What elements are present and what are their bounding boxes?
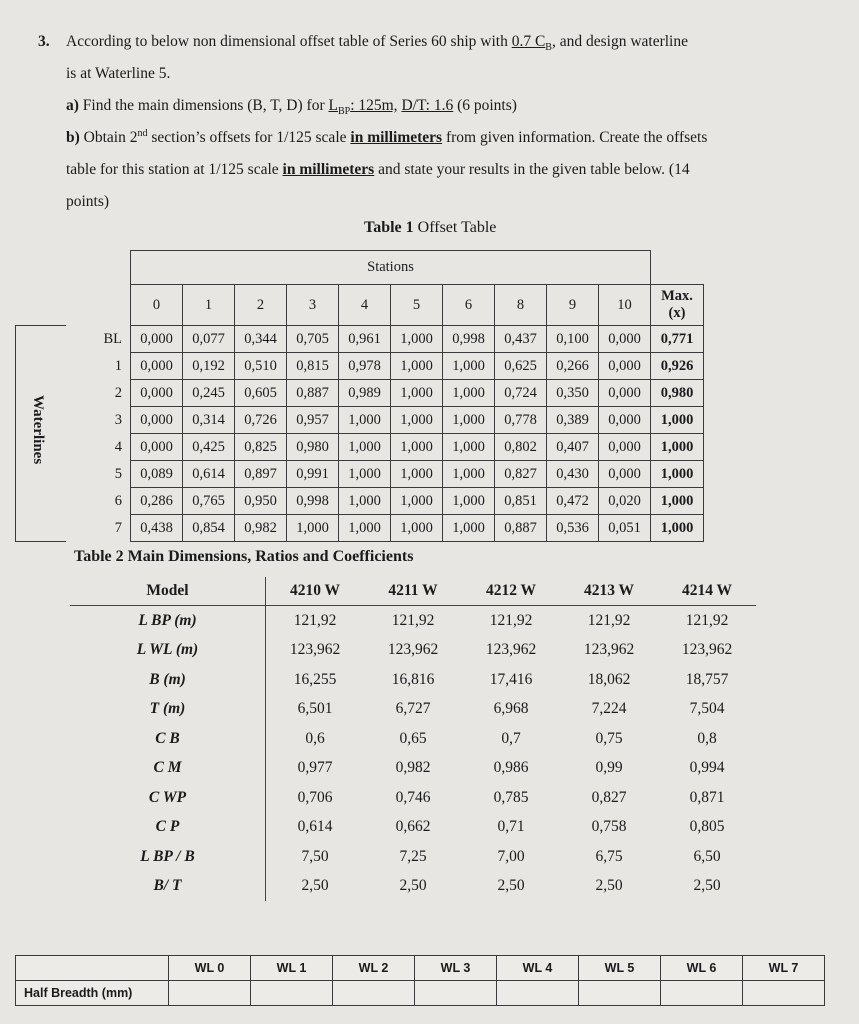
wl-header: WL 3: [415, 956, 497, 981]
offset-cell: 1,000: [287, 515, 339, 542]
max-cell: 0,926: [651, 353, 704, 380]
offset-cell: 0,438: [131, 515, 183, 542]
offset-row: [16, 434, 704, 461]
part-a: [66, 90, 517, 122]
part-b-unit-2: in millimeters: [282, 161, 375, 178]
offset-row: [16, 353, 704, 380]
waterlines-label: Waterlines: [30, 395, 46, 465]
station-header: 6: [443, 285, 495, 326]
station-header: 4: [339, 285, 391, 326]
wl-header: WL 2: [333, 956, 415, 981]
offset-cell: 0,389: [547, 407, 599, 434]
offset-cell: 0,425: [183, 434, 235, 461]
dims-row-label: B/ T: [70, 872, 266, 902]
offset-cell: 0,887: [287, 380, 339, 407]
offset-cell: 1,000: [339, 515, 391, 542]
max-sub: (x): [668, 305, 686, 321]
dims-cell: 2,50: [301, 877, 329, 895]
dims-row-label: L WL (m): [70, 636, 266, 666]
stations-header: Stations: [131, 251, 651, 285]
offset-cell: 0,950: [235, 488, 287, 515]
offset-cell: 1,000: [443, 434, 495, 461]
dims-cell: 121,92: [587, 611, 631, 629]
offset-cell: 0,765: [183, 488, 235, 515]
part-b-line-1: [66, 122, 707, 154]
part-b-text-2: section’s offsets for 1/125 scale: [151, 129, 347, 146]
station-header: 0: [131, 285, 183, 326]
dims-cell: 16,816: [391, 670, 435, 688]
station-header: 3: [287, 285, 339, 326]
dims-row-label: C P: [70, 813, 266, 843]
max-header: [651, 285, 704, 326]
offset-cell: 1,000: [443, 407, 495, 434]
question-line-1-end: , and design waterline: [551, 33, 688, 50]
offset-cell: 0,998: [287, 488, 339, 515]
dims-cell: 0,8: [697, 729, 717, 747]
dims-cell: 0,758: [591, 818, 627, 836]
part-b-text-3: from given information. Create the offsets: [445, 129, 708, 146]
dims-cell: 2,50: [595, 877, 623, 895]
lbp-number: : 125m,: [350, 97, 398, 114]
offset-cell: 0,614: [183, 461, 235, 488]
offset-cell: 0,089: [131, 461, 183, 488]
max-cell: 1,000: [651, 515, 704, 542]
station-header: 2: [235, 285, 287, 326]
offset-row: [16, 488, 704, 515]
model-column-header: 4211 W: [364, 577, 462, 606]
offset-cell: 0,000: [131, 407, 183, 434]
offset-cell: 0,286: [131, 488, 183, 515]
dims-cell: 121,92: [293, 611, 337, 629]
dims-cell: 123,962: [681, 641, 733, 659]
offset-cell: 1,000: [391, 380, 443, 407]
part-b-text-1: Obtain 2: [83, 129, 138, 146]
half-breadth-input-cell[interactable]: [333, 981, 415, 1006]
dims-row: [70, 842, 756, 872]
wl-header: WL 6: [661, 956, 743, 981]
dims-cell: 0,75: [595, 729, 623, 747]
dims-cell: 0,71: [497, 818, 525, 836]
offset-cell: 0,887: [495, 515, 547, 542]
offset-cell: 0,625: [495, 353, 547, 380]
half-breadth-input-cell[interactable]: [169, 981, 251, 1006]
offset-cell: 1,000: [391, 461, 443, 488]
wl-header: WL 7: [743, 956, 825, 981]
offset-cell: 1,000: [339, 488, 391, 515]
offset-cell: 0,245: [183, 380, 235, 407]
dims-row: [70, 695, 756, 725]
waterline-label: 1: [66, 353, 131, 380]
offset-cell: 0,726: [235, 407, 287, 434]
offset-cell: 0,000: [131, 434, 183, 461]
dims-cell: 7,25: [399, 847, 427, 865]
offset-cell: 1,000: [339, 407, 391, 434]
part-a-points: (6 points): [457, 97, 517, 114]
offset-cell: 0,815: [287, 353, 339, 380]
station-header: 10: [599, 285, 651, 326]
dims-cell: 18,757: [685, 670, 729, 688]
cb-value: [511, 33, 552, 54]
dims-cell: 17,416: [489, 670, 533, 688]
cb-value-text: 0.7 C: [511, 33, 546, 50]
dims-cell: 7,504: [689, 700, 725, 718]
half-breadth-table: [15, 955, 825, 1006]
dims-row: [70, 872, 756, 902]
lbp-symbol: L: [328, 97, 338, 114]
dims-row-label: B (m): [70, 665, 266, 695]
offset-cell: 0,510: [235, 353, 287, 380]
offset-cell: 0,192: [183, 353, 235, 380]
half-breadth-input-cell[interactable]: [579, 981, 661, 1006]
empty-cell: [66, 285, 131, 326]
dims-row: [70, 665, 756, 695]
wl-header: WL 4: [497, 956, 579, 981]
offset-row: [16, 326, 704, 353]
dims-cell: 121,92: [391, 611, 435, 629]
offset-cell: 0,724: [495, 380, 547, 407]
dims-cell: 0,986: [493, 759, 529, 777]
dims-cell: 123,962: [289, 641, 341, 659]
empty-cell: [66, 251, 131, 285]
dims-row-label: C WP: [70, 783, 266, 813]
dims-cell: 0,805: [689, 818, 725, 836]
dims-row-label: C M: [70, 754, 266, 784]
empty-cell: [16, 285, 67, 326]
dims-cell: 0,706: [297, 788, 333, 806]
station-header: 8: [495, 285, 547, 326]
dims-row-label: L BP / B: [70, 842, 266, 872]
dims-cell: 0,827: [591, 788, 627, 806]
table2-caption: Table 2 Main Dimensions, Ratios and Coefficients: [74, 548, 414, 565]
model-column-header: 4214 W: [658, 577, 756, 606]
dims-cell: 2,50: [693, 877, 721, 895]
station-header: 1: [183, 285, 235, 326]
dims-cell: 0,662: [395, 818, 431, 836]
offset-cell: 1,000: [391, 488, 443, 515]
offset-cell: 0,437: [495, 326, 547, 353]
offset-cell: 0,000: [599, 326, 651, 353]
offset-cell: 0,827: [495, 461, 547, 488]
offset-cell: 0,854: [183, 515, 235, 542]
offset-cell: 0,961: [339, 326, 391, 353]
dims-cell: 6,50: [693, 847, 721, 865]
dims-cell: 0,977: [297, 759, 333, 777]
part-b-line-2a: table for this station at 1/125 scale: [66, 161, 279, 178]
offset-row: [16, 461, 704, 488]
dims-row: [70, 636, 756, 666]
half-breadth-input-cell[interactable]: [251, 981, 333, 1006]
offset-cell: 1,000: [391, 407, 443, 434]
lbp-value: [328, 97, 398, 118]
question-number: 3.: [38, 33, 50, 50]
part-b-label: b): [66, 129, 80, 146]
offset-cell: 1,000: [443, 353, 495, 380]
offset-cell: 0,020: [599, 488, 651, 515]
half-breadth-row: [16, 981, 825, 1006]
dt-ratio: D/T: 1.6: [401, 97, 454, 114]
half-breadth-header-row: [16, 956, 825, 981]
max-cell: 0,980: [651, 380, 704, 407]
model-column-header: 4213 W: [560, 577, 658, 606]
half-breadth-input-cell[interactable]: [497, 981, 579, 1006]
offset-cell: 0,978: [339, 353, 391, 380]
part-b-line-3: points): [66, 193, 110, 210]
dims-row: [70, 724, 756, 754]
station-header: 5: [391, 285, 443, 326]
offset-cell: 0,344: [235, 326, 287, 353]
main-dimensions-body: [70, 577, 756, 901]
offset-cell: 0,407: [547, 434, 599, 461]
dims-row: [70, 754, 756, 784]
offset-cell: 0,989: [339, 380, 391, 407]
dims-cell: 7,00: [497, 847, 525, 865]
offset-cell: 0,825: [235, 434, 287, 461]
half-breadth-input-cell[interactable]: [415, 981, 497, 1006]
part-b-unit-1: in millimeters: [350, 129, 443, 146]
offset-cell: 0,266: [547, 353, 599, 380]
offset-cell: 1,000: [391, 353, 443, 380]
max-label: Max.: [661, 288, 693, 304]
offset-cell: 0,957: [287, 407, 339, 434]
empty-cell: [16, 251, 67, 285]
waterline-label: 4: [66, 434, 131, 461]
cb-subscript: B: [545, 42, 552, 54]
waterline-label: 7: [66, 515, 131, 542]
dims-cell: 123,962: [485, 641, 537, 659]
offset-row: [16, 515, 704, 542]
half-breadth-label: Half Breadth (mm): [16, 981, 169, 1006]
dims-row-label: L BP (m): [70, 606, 266, 636]
dims-cell: 121,92: [685, 611, 729, 629]
question-text: According to below non dimensional offset table of Series 60 ship with: [66, 33, 508, 50]
max-cell: 1,000: [651, 434, 704, 461]
dims-cell: 0,65: [399, 729, 427, 747]
half-breadth-input-cell[interactable]: [743, 981, 825, 1006]
offset-cell: 0,998: [443, 326, 495, 353]
offset-cell: 0,472: [547, 488, 599, 515]
offset-cell: 0,982: [235, 515, 287, 542]
max-cell: 0,771: [651, 326, 704, 353]
offset-cell: 1,000: [391, 434, 443, 461]
dims-cell: 0,994: [689, 759, 725, 777]
offset-cell: 0,430: [547, 461, 599, 488]
dims-row-label: C B: [70, 724, 266, 754]
model-column-header: 4212 W: [462, 577, 560, 606]
question-line-1: [66, 26, 688, 58]
offset-cell: 0,000: [599, 434, 651, 461]
column-header-row: [16, 285, 704, 326]
part-a-label: a): [66, 97, 79, 114]
offset-row: [16, 407, 704, 434]
offset-cell: 0,100: [547, 326, 599, 353]
lbp-subscript: BP: [337, 106, 351, 118]
dims-cell: 2,50: [399, 877, 427, 895]
half-breadth-input-cell[interactable]: [661, 981, 743, 1006]
offset-cell: 0,991: [287, 461, 339, 488]
part-a-text: Find the main dimensions (B, T, D) for: [82, 97, 325, 114]
table1-caption-text: Offset Table: [417, 219, 497, 236]
offset-cell: 1,000: [391, 515, 443, 542]
max-cell: 1,000: [651, 461, 704, 488]
offset-cell: 0,000: [599, 461, 651, 488]
empty-cell: [651, 251, 704, 285]
offset-cell: 1,000: [443, 515, 495, 542]
offset-cell: 1,000: [339, 434, 391, 461]
waterline-label: 6: [66, 488, 131, 515]
model-column-header: 4210 W: [266, 577, 365, 606]
offset-cell: 0,705: [287, 326, 339, 353]
offset-cell: 0,077: [183, 326, 235, 353]
question-line-2: is at Waterline 5.: [66, 65, 171, 82]
dims-cell: 7,224: [591, 700, 627, 718]
dims-cell: 6,75: [595, 847, 623, 865]
dims-cell: 2,50: [497, 877, 525, 895]
dims-cell: 6,727: [395, 700, 431, 718]
dims-row: [70, 813, 756, 843]
waterline-label: 3: [66, 407, 131, 434]
offset-cell: 0,000: [599, 407, 651, 434]
dims-row: [70, 606, 756, 636]
offset-cell: 1,000: [443, 380, 495, 407]
dims-cell: 0,785: [493, 788, 529, 806]
offset-cell: 0,802: [495, 434, 547, 461]
part-b-superscript: nd: [137, 127, 148, 139]
empty-cell: [16, 956, 169, 981]
waterline-label: BL: [66, 326, 131, 353]
dims-row: [70, 783, 756, 813]
offset-cell: 0,605: [235, 380, 287, 407]
dims-header-row: [70, 577, 756, 606]
waterline-label: 5: [66, 461, 131, 488]
dims-cell: 0,746: [395, 788, 431, 806]
offset-cell: 1,000: [391, 326, 443, 353]
offset-cell: 0,000: [599, 380, 651, 407]
dims-cell: 18,062: [587, 670, 631, 688]
offset-body: [16, 326, 704, 542]
dims-cell: 16,255: [293, 670, 337, 688]
dims-cell: 0,614: [297, 818, 333, 836]
offset-cell: 1,000: [443, 461, 495, 488]
offset-cell: 0,000: [131, 380, 183, 407]
dims-cell: 6,501: [297, 700, 333, 718]
part-b-line-2c: and state your results in the given table below. (14: [378, 161, 690, 178]
dims-cell: 7,50: [301, 847, 329, 865]
offset-row: [16, 380, 704, 407]
dims-cell: 0,871: [689, 788, 725, 806]
dims-cell: 0,99: [595, 759, 623, 777]
offset-cell: 0,778: [495, 407, 547, 434]
offset-cell: 0,536: [547, 515, 599, 542]
offset-cell: 0,350: [547, 380, 599, 407]
offset-cell: 0,051: [599, 515, 651, 542]
model-header: Model: [70, 577, 266, 606]
dims-cell: 123,962: [387, 641, 439, 659]
offset-cell: 0,897: [235, 461, 287, 488]
offset-cell: 0,314: [183, 407, 235, 434]
offset-cell: 0,000: [599, 353, 651, 380]
offset-cell: 0,000: [131, 326, 183, 353]
offset-table: [15, 250, 704, 542]
offset-cell: 0,000: [131, 353, 183, 380]
max-cell: 1,000: [651, 488, 704, 515]
station-header: 9: [547, 285, 599, 326]
dims-cell: 0,6: [305, 729, 325, 747]
offset-cell: 0,980: [287, 434, 339, 461]
table1-caption-bold: Table 1: [364, 219, 414, 236]
dims-cell: 0,7: [501, 729, 521, 747]
dims-row-label: T (m): [70, 695, 266, 725]
dims-cell: 121,92: [489, 611, 533, 629]
dims-cell: 123,962: [583, 641, 635, 659]
offset-cell: 0,851: [495, 488, 547, 515]
wl-header: WL 0: [169, 956, 251, 981]
dims-cell: 0,982: [395, 759, 431, 777]
part-b-line-2: [66, 154, 690, 186]
main-dimensions-table: [70, 577, 756, 901]
wl-header: WL 1: [251, 956, 333, 981]
max-cell: 1,000: [651, 407, 704, 434]
dims-cell: 6,968: [493, 700, 529, 718]
wl-header: WL 5: [579, 956, 661, 981]
offset-cell: 1,000: [339, 461, 391, 488]
waterline-label: 2: [66, 380, 131, 407]
offset-cell: 1,000: [443, 488, 495, 515]
